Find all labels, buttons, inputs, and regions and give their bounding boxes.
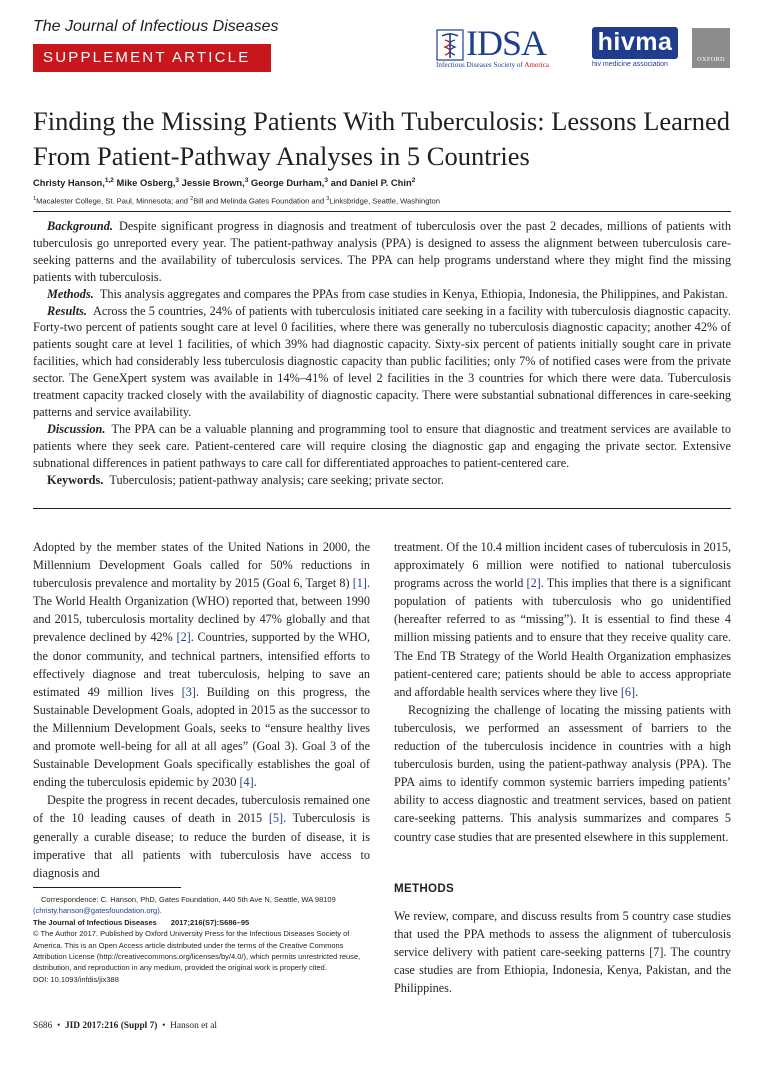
idsa-subtitle: Infectious Diseases Society of America [436, 61, 549, 69]
intro-paragraph-3: treatment. Of the 10.4 million incident cases of tuberculosis in 2015, approximately 6 million were notified to national tuberculosis programs across the world [2]. This implies that there is a significant population of patients with tuberculosis who go unidentified (hereafter referred to as “missing”). It is essential to find these 4 million missing patients and to ensure that they receive quality care. The End TB Strategy of the World Health Organization emphasizes patient-centered care; patients should be able to access appropriate and affordable health services where they live [6]. [394, 540, 731, 699]
article-title: Finding the Missing Patients With Tuberculosis: Lessons Learned From Patient-Pathway Analyses in 5 Countries [33, 106, 731, 171]
abstract-results: Results. Across the 5 countries, 24% of patients with tuberculosis initiated care seeking in a facility with tuberculosis diagnostic capacity. Forty-two percent of patients sought care at level 0 facilities, where there was generally no tuberculosis diagnostic capacity; another 42% of patients sought care at level 1 facilities, of which 39% had diagnostic capacity. Sixty-six percent of patients initially sought care in private facilities, which had considerably less tuberculosis diagnostic capacity than public facilities; only 7% of notified cases were from the private sector. The GeneXpert system was available in 14%–41% of level 2 facilities in the 3 countries for which there were data. Tuberculosis treatment capacity tracked closely with the availability of diagnostic capacity. There were substantial subnational differences in care-seeking patterns and service availability. [33, 303, 731, 419]
idsa-wordmark: IDSA [466, 23, 547, 63]
methods-paragraph: We review, compare, and discuss results from 5 country case studies that used the PPA methods to assess the alignment of tuberculosis service delivery with patient care-seeking patterns [7]. The country case studies are from Ethiopia, Indonesia, Kenya, Pakistan, and the Philippines. [394, 909, 731, 996]
abstract-bottom-rule [33, 508, 731, 509]
citation-link[interactable]: [4] [239, 775, 254, 790]
abstract-discussion: Discussion. The PPA can be a valuable planning and programming tool to ensure that diagnostic and treatment services are available to patients where they seek care. Patient-centered care will require closing the diagnostic gap and engaging the private sector. Extensive subnational differences in patient pathways to care call for differentiated approaches to patient-centered care. [33, 421, 731, 470]
doi[interactable]: DOI: 10.1093/infdis/jix388 [33, 974, 119, 984]
citation-link[interactable]: [6] [620, 684, 636, 699]
abstract-top-rule [33, 211, 731, 212]
correspondence-email[interactable]: (christy.hanson@gatesfoundation.org). [33, 906, 162, 916]
abstract [33, 218, 731, 489]
page-footer: S686 • JID 2017:216 (Suppl 7) • Hanson et al [33, 1021, 217, 1031]
journal-citation: The Journal of Infectious Diseases 2017;216(S7):S686–95 [33, 917, 250, 927]
abstract-background: Background. Despite significant progress in diagnosis and treatment of tuberculosis over the past 2 decades, millions of patients with tuberculosis go unreported every year. The patient-pathway analysis (PPA) is designed to assess the alignment between tuberculosis care-seeking patterns and the availability of tuberculosis services. The PPA can help programs understand where they might find the missing patients with tuberculosis. [33, 219, 731, 284]
idsa-logo [436, 23, 586, 71]
citation-link[interactable]: [2] [176, 630, 191, 645]
citation-link[interactable]: [5] [268, 811, 284, 826]
citation-link[interactable]: [7] [649, 945, 664, 960]
citation-link[interactable]: [1] [352, 576, 367, 591]
methods-heading: METHODS [394, 882, 455, 895]
body-left-column [33, 538, 370, 882]
hivma-wordmark: hivma [592, 27, 678, 59]
caduceus-icon [436, 29, 464, 61]
article-type-banner: SUPPLEMENT ARTICLE [33, 44, 271, 72]
author-list: Christy Hanson,$^{1,2}$ Mike Osberg,$^3$ Jessie Brown,$^3$ George Durham,$^3$ and Daniel P. Chin$^2$ [33, 177, 416, 189]
correspondence: Correspondence: C. Hanson, PhD, Gates Foundation, 440 5th Ave N, Seattle, WA 98109 [41, 895, 336, 904]
license-text: © The Author 2017. Published by Oxford University Press for the Infectious Diseases Society of America. This is an Open Access article distributed under the terms of the Creative Commons Attribution License (http://creativecommons.org/licenses/by/4.0/), which permits unrestricted reuse, distribution, and reproduction in any medium, provided the original work is properly cited. [33, 929, 361, 973]
affiliations: $^1$Macalester College, St. Paul, Minnesota; and $^2$Bill and Melinda Gates Foundation and $^3$Linksbridge, Seattle, Washington [33, 196, 440, 206]
footnote-rule [33, 887, 181, 888]
abstract-keywords: Keywords. Tuberculosis; patient-pathway analysis; care seeking; private sector. [47, 472, 444, 487]
intro-paragraph-2: Despite the progress in recent decades, tuberculosis remained one of the 10 leading causes of death in 2015 [5]. Tuberculosis is generally a curable disease; to reduce the burden of disease, it is imperative that all patients with tuberculosis have access to diagnosis and [33, 793, 370, 880]
journal-name: The Journal of Infectious Diseases [33, 18, 279, 35]
oxford-logo: OXFORD [692, 28, 730, 68]
hivma-subtitle: hiv medicine association [592, 61, 668, 68]
hivma-logo [592, 27, 682, 71]
citation-link[interactable]: [3] [181, 684, 196, 699]
intro-paragraph-4: Recognizing the challenge of locating the missing patients with tuberculosis, we performed an assessment of barriers to the reduction of the tuberculosis incidence in countries with a high tuberculosis burden, using the patient-pathway analysis (PPA). The PPA aims to identify common systemic barriers impeding patients’ ability to access diagnostic and treatment services, based on patient care-seeking patterns. This analysis summarizes and compares 5 country case studies that are presented elsewhere in this supplement. [394, 702, 731, 844]
abstract-methods: Methods. This analysis aggregates and compares the PPAs from case studies in Kenya, Ethiopia, Indonesia, the Philippines, and Pakistan. [47, 286, 728, 301]
citation-link[interactable]: [2] [526, 576, 541, 591]
intro-paragraph-1: Adopted by the member states of the United Nations in 2000, the Millennium Development Goals called for 50% reductions in tuberculosis prevalence and mortality by 2015 (Goal 6, Target 8) [1]. The World Health Organization (WHO) reported that, between 1990 and 2015, tuberculosis mortality declined by 47% globally and that prevalence declined by 42% [2]. Countries, supported by the WHO, the donor community, and technical partners, intensified efforts to effectively diagnose and treat tuberculosis, helping to save an estimated 49 million lives [3]. Building on this progress, the Sustainable Development Goals, adopted in 2015 as the successor to the Millennium Development Goals, seeks to “ensure healthy lives and promote well-being for all at all ages” (Goal 3). Goal 3 of the Sustainable Development Goals specifically establishes the goal of ending the tuberculosis epidemic by 2030 [4]. [33, 540, 370, 790]
body-right-column [394, 538, 731, 846]
footnotes [33, 894, 370, 985]
